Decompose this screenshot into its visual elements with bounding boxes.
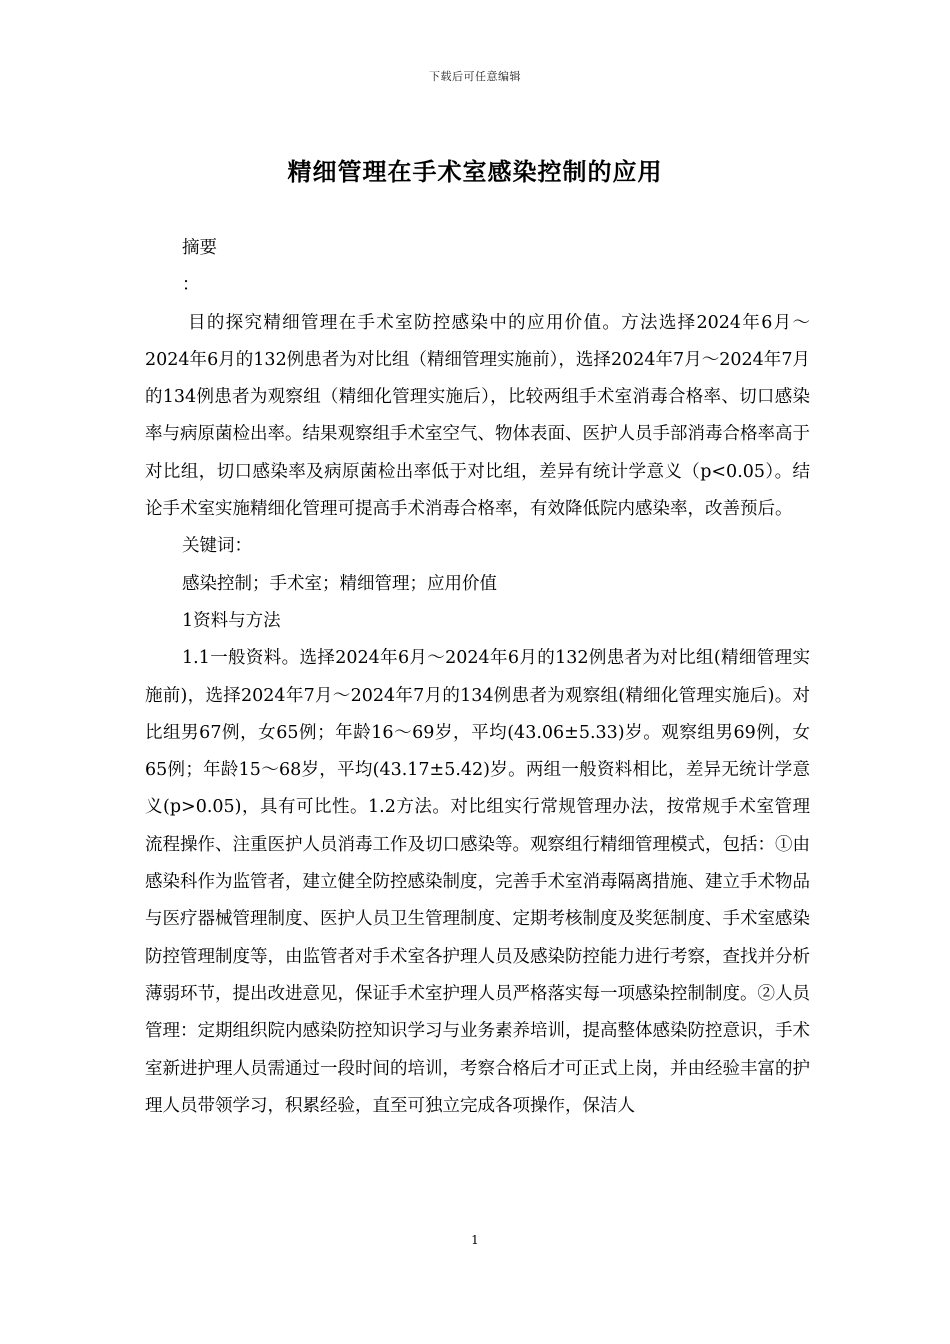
section-text: 1.1一般资料。选择2024年6月～2024年6月的132例患者为对比组(精细管理实施前)，选择2024年7月～2024年7月的134例患者为观察组(精细化管理实施后)。对比组男67例，女65例；年龄16～69岁，平均(43.06±5.33)岁。观察组男69例，女65例；年龄15～68岁，平均(43.17±5.42)岁。两组一般资料相比，差异无统计学意义(p>0.05)，具有可比性。1.2方法。对比组实行常规管理办法，按常规手术室管理流程操作、注重医护人员消毒工作及切口感染等。观察组行精细管理模式，包括：①由感染科作为监管者，建立健全防控感染制度，完善手术室消毒隔离措施、建立手术物品与医疗器械管理制度、医护人员卫生管理制度、定期考核制度及奖惩制度、手术室感染防控管理制度等，由监管者对手术室各护理人员及感染防控能力进行考察，查找并分析薄弱环节，提出改进意见，保证手术室护理人员严格落实每一项感染控制制度。②人员管理：定期组织院内感染防控知识学习与业务素养培训，提高整体感染防控意识，手术室新进护理人员需通过一段时间的培训，考察合格后才可正式上岗，并由经验丰富的护理人员带领学习，积累经验，直至可独立完成各项操作，保洁人 <box>145 648 810 1116</box>
abstract-colon: ： <box>182 275 200 296</box>
abstract-text: 目的探究精细管理在手术室防控感染中的应用价值。方法选择2024年6月～2024年6月的132例患者为对比组（精细管理实施前），选择2024年7月～2024年7月的134例患者为观察组（精细化管理实施后），比较两组手术室消毒合格率、切口感染率与病原菌检出率。结果观察组手术室空气、物体表面、医护人员手部消毒合格率高于对比组，切口感染率及病原菌检出率低于对比组，差异有统计学意义（p<0.05）。结论手术室实施精细化管理可提高手术消毒合格率，有效降低院内感染率，改善预后。 <box>145 312 810 520</box>
keywords-text: 感染控制；手术室；精细管理；应用价值 <box>182 573 497 594</box>
header-note: 下载后可任意编辑 <box>429 70 521 83</box>
document-body <box>145 230 810 1125</box>
page-number: 1 <box>471 1233 479 1247</box>
abstract-label: 摘要 <box>182 238 217 258</box>
keywords-label: 关键词： <box>182 536 252 557</box>
document-title: 精细管理在手术室感染控制的应用 <box>287 158 663 186</box>
section-heading: 1资料与方法 <box>182 610 281 631</box>
